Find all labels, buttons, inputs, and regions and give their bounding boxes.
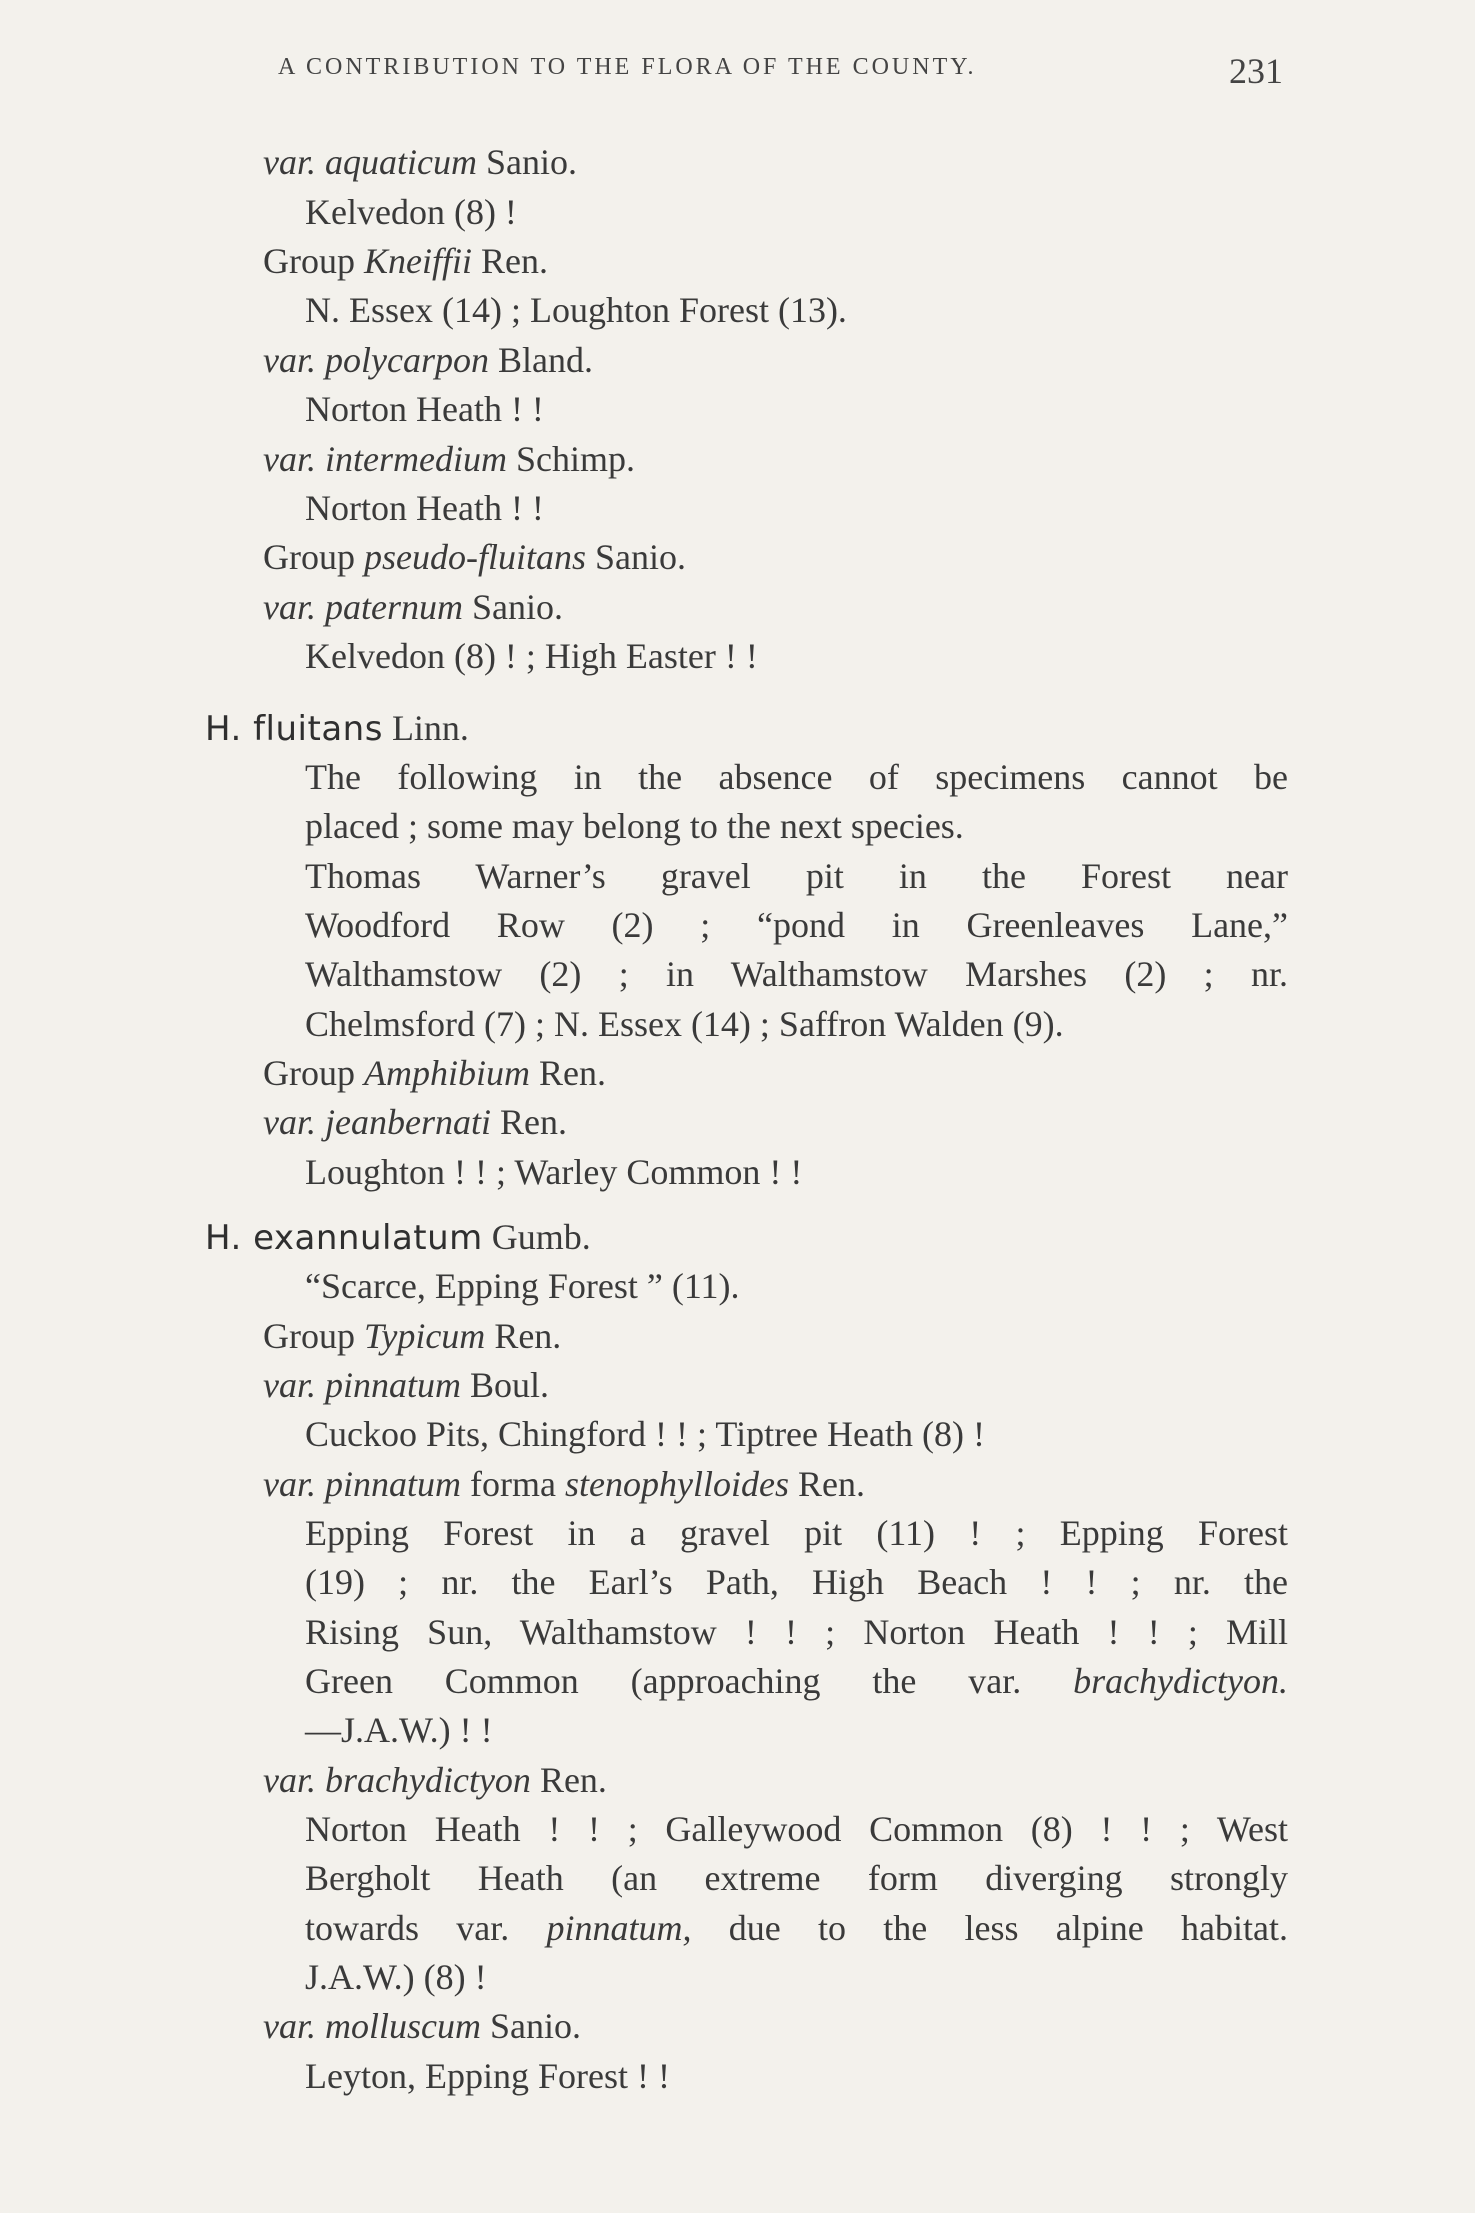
variety-name: polycarpon	[325, 340, 489, 380]
text-run: var.	[263, 340, 316, 380]
locality-line: Epping Forest in a gravel pit (11) ! ; Epping Forest	[305, 1513, 1288, 1553]
locality-line: Norton Heath ! !	[305, 389, 544, 429]
text-run: forma	[470, 1464, 556, 1504]
locality-line: Chelmsford (7) ; N. Essex (14) ; Saffron Walden (9).	[305, 1004, 1064, 1044]
variety-entry	[263, 338, 593, 382]
group-entry	[263, 1314, 561, 1358]
text-run: var.	[263, 1365, 316, 1405]
text-run: Sanio.	[485, 142, 577, 182]
locality-line	[305, 1659, 1288, 1703]
group-name: Kneiffii	[364, 241, 472, 281]
text-run: Ren.	[494, 1316, 562, 1356]
text-run: Ren.	[499, 1102, 567, 1142]
group-name: Typicum	[364, 1316, 486, 1356]
text-run: towards var.	[305, 1908, 510, 1948]
locality-line: Cuckoo Pits, Chingford ! ! ; Tiptree Heath (8) !	[305, 1414, 985, 1454]
note-line: The following in the absence of specimens cannot be	[305, 757, 1288, 797]
text-run: Group	[263, 1316, 355, 1356]
variety-entry	[263, 585, 563, 629]
text-run: Group	[263, 241, 355, 281]
variety-entry	[263, 1100, 567, 1144]
note-line: placed ; some may belong to the next species.	[305, 806, 964, 846]
text-run: var.	[263, 1464, 316, 1504]
text-run: Bland.	[497, 340, 593, 380]
variety-name: brachydictyon	[325, 1760, 531, 1800]
text-run: Linn.	[391, 708, 469, 748]
locality-line: —J.A.W.) ! !	[305, 1710, 493, 1750]
locality-line: Leyton, Epping Forest ! !	[305, 2056, 670, 2096]
species-heading	[205, 1215, 591, 1260]
variety-name: intermedium	[325, 439, 507, 479]
variety-name: paternum	[325, 587, 463, 627]
locality-line: Walthamstow (2) ; in Walthamstow Marshes (2) ; nr.	[305, 954, 1288, 994]
text-run: Sanio.	[595, 537, 687, 577]
text-run: var.	[263, 2006, 316, 2046]
locality-line: Woodford Row (2) ; “pond in Greenleaves Lane,”	[305, 905, 1288, 945]
variety-entry	[263, 437, 635, 481]
page-number: 231	[1229, 51, 1283, 91]
locality-line: J.A.W.) (8) !	[305, 1957, 487, 1997]
locality-line: Loughton ! ! ; Warley Common ! !	[305, 1152, 803, 1192]
locality-line: Kelvedon (8) !	[305, 192, 517, 232]
locality-line: Thomas Warner’s gravel pit in the Forest near	[305, 856, 1288, 896]
group-entry	[263, 1051, 606, 1095]
locality-line: “Scarce, Epping Forest ” (11).	[305, 1266, 740, 1306]
text-run: Green Common (approaching the var.	[305, 1661, 1022, 1701]
variety-entry	[263, 2004, 581, 2048]
text-run: Ren.	[797, 1464, 865, 1504]
group-name: pseudo-fluitans	[364, 537, 586, 577]
variety-name: pinnatum	[325, 1365, 462, 1405]
text-run: Sanio.	[472, 587, 564, 627]
text-run: Ren.	[481, 241, 548, 281]
group-name: Amphibium	[364, 1053, 530, 1093]
text-run: Ren.	[539, 1760, 607, 1800]
locality-line: Bergholt Heath (an extreme form diverging strongly	[305, 1858, 1288, 1898]
text-run: Group	[263, 537, 355, 577]
variety-entry	[263, 1758, 607, 1802]
species-heading	[205, 706, 469, 751]
variety-entry	[263, 140, 577, 184]
text-run: Boul.	[470, 1365, 550, 1405]
species-name: H. exannulatum	[205, 1218, 483, 1258]
text-run: var.	[263, 1102, 316, 1142]
text-run: Gumb.	[491, 1217, 591, 1257]
text-run: var.	[263, 142, 316, 182]
variety-name: molluscum	[325, 2006, 481, 2046]
locality-line: Rising Sun, Walthamstow ! ! ; Norton Heath ! ! ; Mill	[305, 1612, 1288, 1652]
text-run: var.	[263, 439, 316, 479]
text-run: brachydictyon.	[1073, 1661, 1288, 1701]
locality-line: Kelvedon (8) ! ; High Easter ! !	[305, 636, 758, 676]
text-run: Schimp.	[515, 439, 635, 479]
group-entry	[263, 239, 548, 283]
group-entry	[263, 535, 686, 579]
text-run: pinnatum,	[546, 1908, 692, 1948]
text-run: var.	[263, 587, 316, 627]
variety-name: jeanbernati	[325, 1102, 491, 1142]
text-run: Sanio.	[490, 2006, 582, 2046]
locality-line	[305, 1906, 1288, 1950]
text-run: var.	[263, 1760, 316, 1800]
variety-name: aquaticum	[325, 142, 477, 182]
variety-entry	[263, 1462, 865, 1506]
running-head: A CONTRIBUTION TO THE FLORA OF THE COUNTY.	[278, 54, 977, 80]
locality-line: Norton Heath ! !	[305, 488, 544, 528]
variety-name: pinnatum	[325, 1464, 462, 1504]
text-run: Ren.	[539, 1053, 606, 1093]
locality-line: Norton Heath ! ! ; Galleywood Common (8) ! ! ; West	[305, 1809, 1288, 1849]
locality-line: (19) ; nr. the Earl’s Path, High Beach ! ! ; nr. the	[305, 1562, 1288, 1602]
forma-name: stenophylloides	[564, 1464, 789, 1504]
text-run: Group	[263, 1053, 355, 1093]
variety-entry	[263, 1363, 549, 1407]
species-name: H. fluitans	[205, 709, 383, 749]
locality-line: N. Essex (14) ; Loughton Forest (13).	[305, 290, 847, 330]
text-run: due to the less alpine habitat.	[728, 1908, 1288, 1948]
